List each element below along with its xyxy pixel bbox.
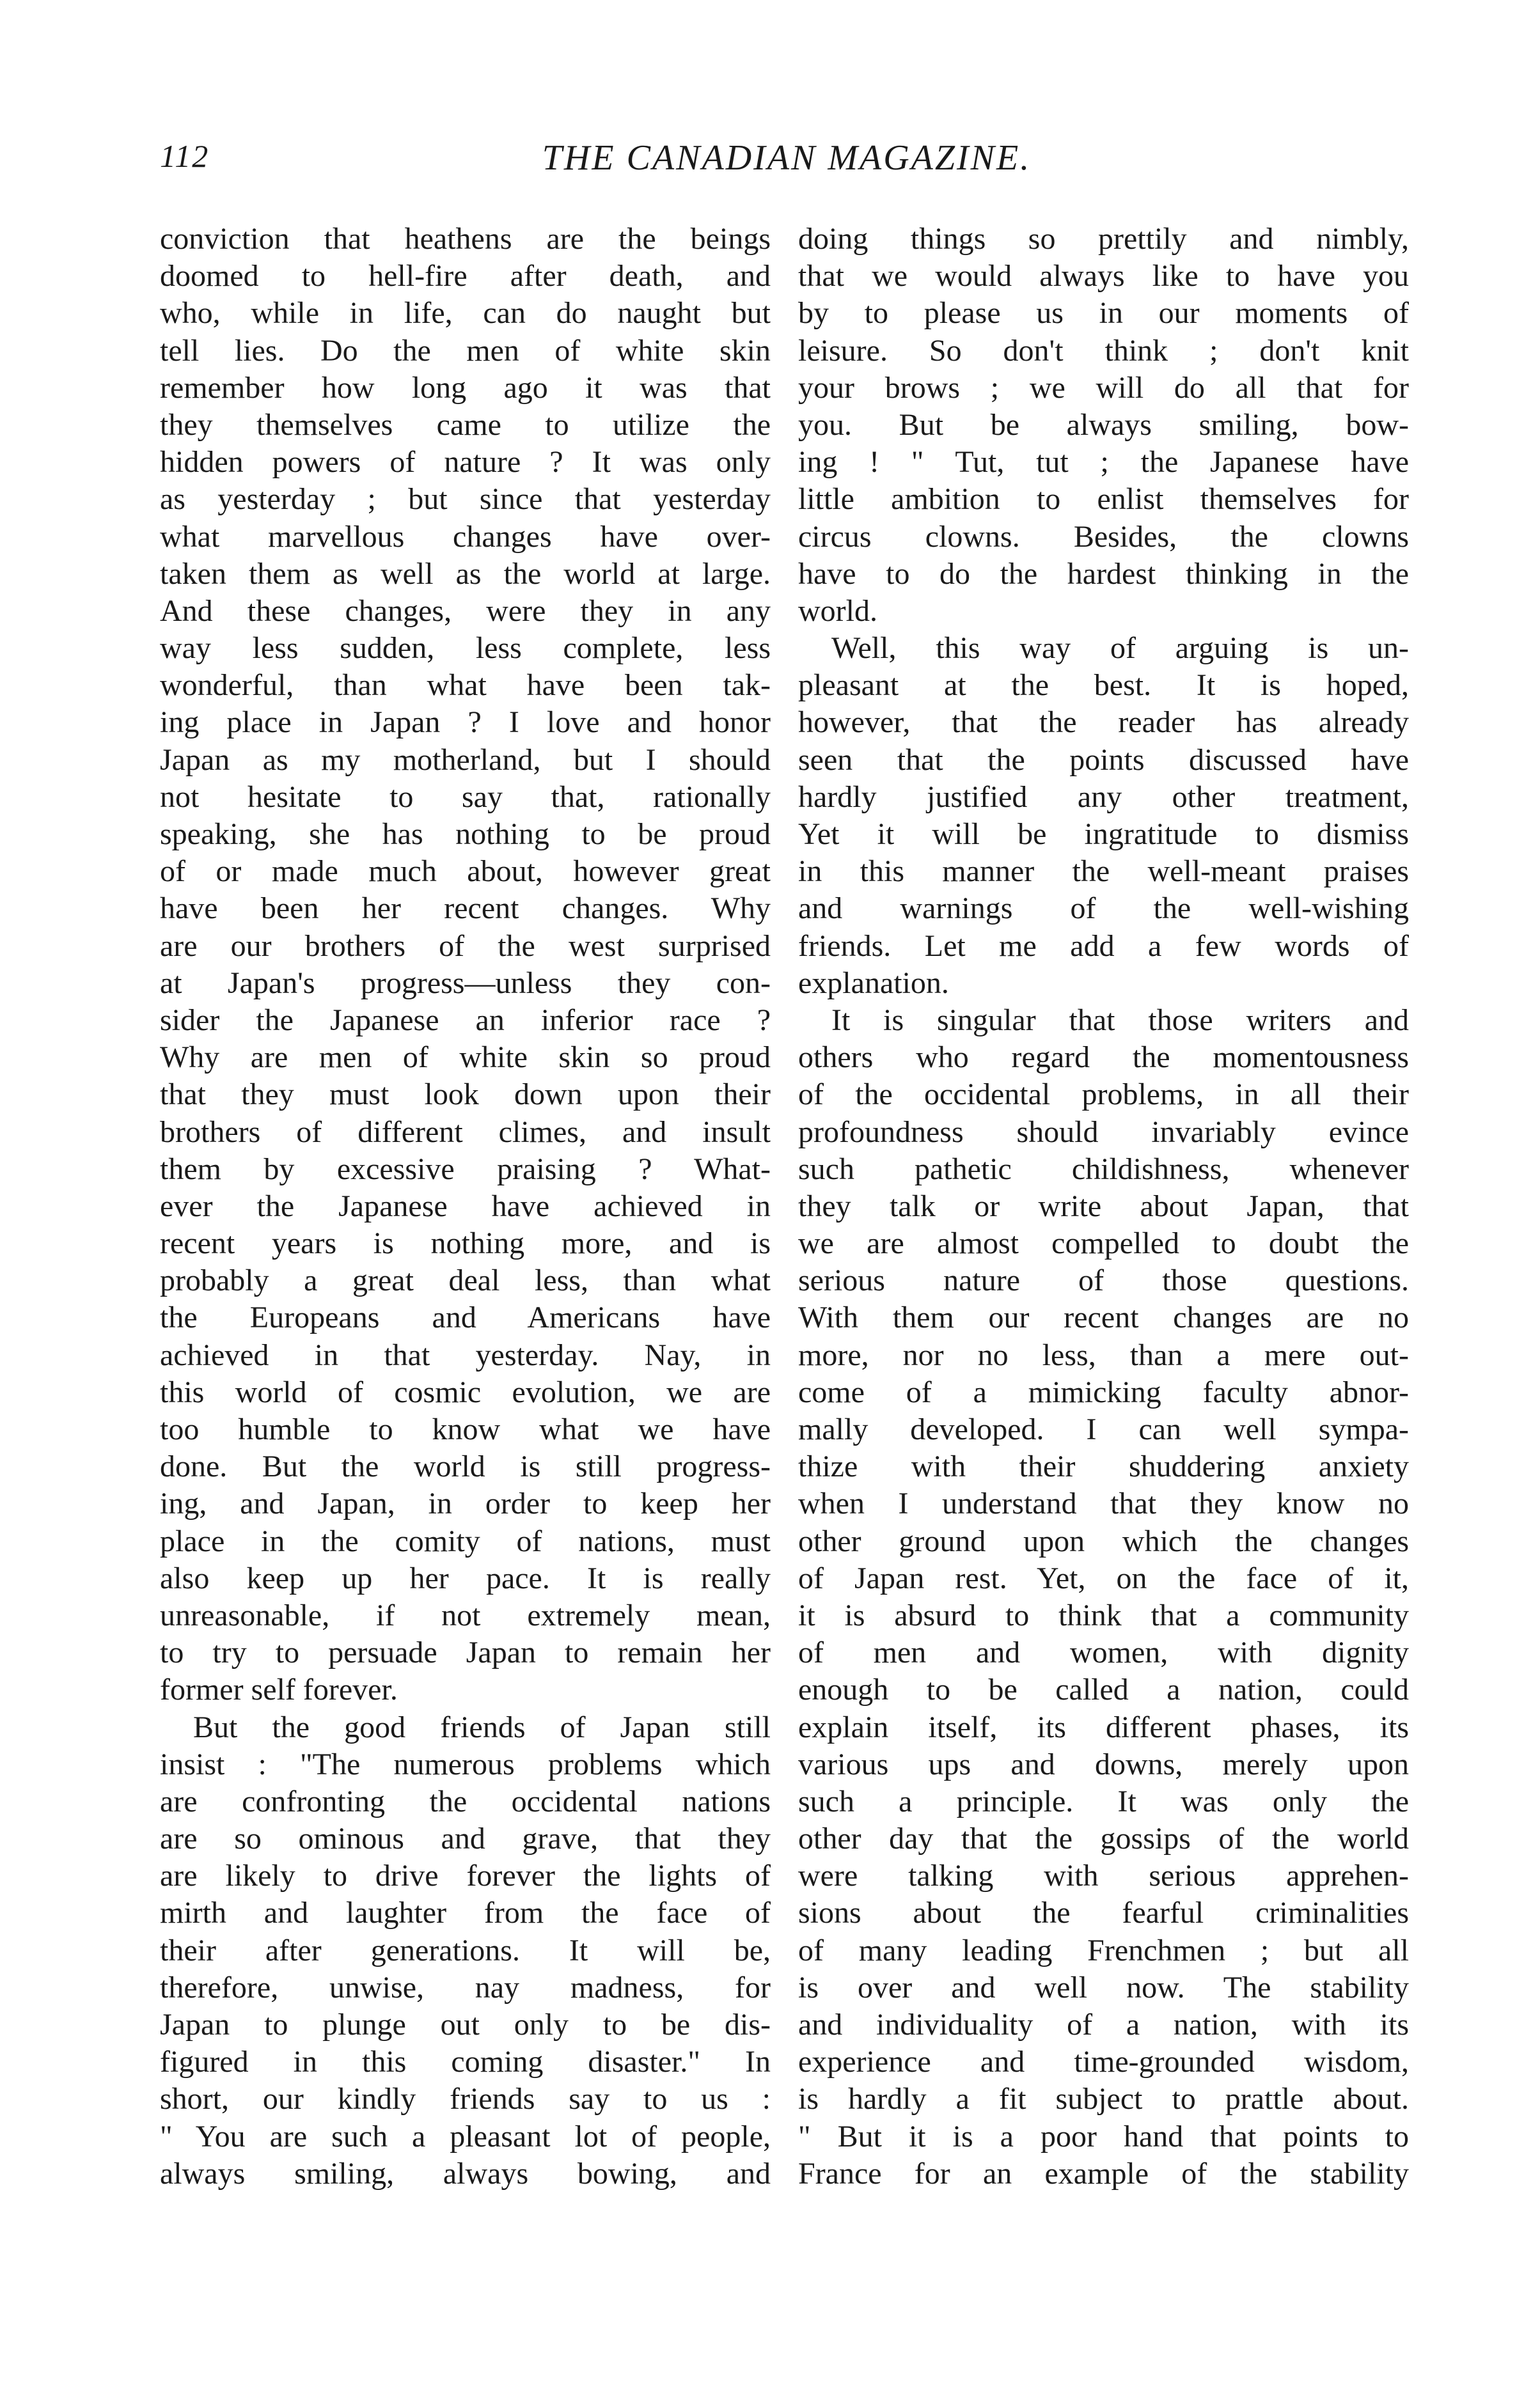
text-line: Japan as my motherland, but I should xyxy=(160,742,771,777)
text-line: probably a great deal less, than what xyxy=(160,1263,771,1298)
text-line: " You are such a pleasant lot of people, xyxy=(160,2119,771,2154)
text-line: that they must look down upon their xyxy=(160,1077,771,1112)
text-line: them by excessive praising ? What- xyxy=(160,1152,771,1186)
text-line: hidden powers of nature ? It was only xyxy=(160,445,771,480)
text-line: explanation. xyxy=(798,966,949,1000)
text-line: come of a mimicking faculty abnor- xyxy=(798,1375,1409,1409)
text-line: who, while in life, can do naught but xyxy=(160,296,771,331)
text-line: the Europeans and Americans have xyxy=(160,1301,771,1335)
text-line: taken them as well as the world at large. xyxy=(160,556,771,591)
text-line: were talking with serious apprehen- xyxy=(798,1859,1409,1893)
text-line: remember how long ago it was that xyxy=(160,370,771,405)
text-line: such a principle. It was only the xyxy=(798,1784,1409,1818)
text-line: however, that the reader has already xyxy=(798,705,1409,740)
text-line: various ups and downs, merely upon xyxy=(798,1747,1409,1781)
text-line: ing, and Japan, in order to keep her xyxy=(160,1487,771,1521)
right-column xyxy=(798,221,1409,2193)
text-line: France for an example of the stability xyxy=(798,2156,1409,2191)
text-line: at Japan's progress—unless they con- xyxy=(160,966,771,1000)
text-line: former self forever. xyxy=(160,1673,398,1707)
text-line: hardly justified any other treatment, xyxy=(798,779,1409,814)
text-line: of the occidental problems, in all their xyxy=(798,1077,1409,1112)
text-line: Japan to plunge out only to be dis- xyxy=(160,2008,771,2042)
text-line: are so ominous and grave, that they xyxy=(160,1822,771,1856)
text-line: circus clowns. Besides, the clowns xyxy=(798,519,1409,554)
text-line: leisure. So don't think ; don't knit xyxy=(798,333,1409,368)
text-line: also keep up her pace. It is really xyxy=(160,1561,771,1595)
text-line: doing things so prettily and nimbly, xyxy=(798,222,1409,256)
text-line: as yesterday ; but since that yesterday xyxy=(160,482,771,517)
text-line: other ground upon which the changes xyxy=(798,1524,1409,1558)
text-line: sions about the fearful criminalities xyxy=(798,1896,1409,1930)
text-line: they themselves came to utilize the xyxy=(160,407,771,442)
page-number: 112 xyxy=(160,138,210,174)
text-line: achieved in that yesterday. Nay, in xyxy=(160,1338,771,1372)
text-line: too humble to know what we have xyxy=(160,1412,771,1446)
text-line: doomed to hell-fire after death, and xyxy=(160,259,771,293)
text-line: ing ! " Tut, tut ; the Japanese have xyxy=(798,445,1409,480)
text-line: world. xyxy=(798,593,877,628)
text-line: of men and women, with dignity xyxy=(798,1636,1409,1670)
text-line: serious nature of those questions. xyxy=(798,1263,1409,1298)
text-line: mally developed. I can well sympa- xyxy=(798,1412,1409,1446)
text-line: brothers of different climes, and insult xyxy=(160,1114,771,1149)
text-line: It is singular that those writers and xyxy=(831,1003,1409,1037)
text-line: more, nor no less, than a mere out- xyxy=(798,1338,1409,1372)
text-line: therefore, unwise, nay madness, for xyxy=(160,1970,771,2005)
running-title: THE CANADIAN MAGAZINE. xyxy=(542,138,1032,178)
text-line: they talk or write about Japan, that xyxy=(798,1189,1409,1223)
text-line: this world of cosmic evolution, we are xyxy=(160,1375,771,1409)
text-line: not hesitate to say that, rationally xyxy=(160,779,771,814)
text-line: experience and time-grounded wisdom, xyxy=(798,2045,1409,2079)
text-line: that we would always like to have you xyxy=(798,259,1409,293)
text-line: is hardly a fit subject to prattle about. xyxy=(798,2082,1409,2116)
text-line: have to do the hardest thinking in the xyxy=(798,556,1409,591)
text-line: are our brothers of the west surprised xyxy=(160,928,771,963)
text-line: we are almost compelled to doubt the xyxy=(798,1226,1409,1261)
text-line: ever the Japanese have achieved in xyxy=(160,1189,771,1223)
text-line: what marvellous changes have over- xyxy=(160,519,771,554)
text-line: little ambition to enlist themselves for xyxy=(798,482,1409,517)
text-line: in this manner the well-meant praises xyxy=(798,854,1409,889)
text-line: " But it is a poor hand that points to xyxy=(798,2119,1409,2154)
left-column xyxy=(160,221,771,2193)
text-line: to try to persuade Japan to remain her xyxy=(160,1636,771,1670)
text-line: others who regard the momentousness xyxy=(798,1040,1409,1075)
text-line: of or made much about, however great xyxy=(160,854,771,889)
text-line: and warnings of the well-wishing xyxy=(798,891,1409,926)
text-line: Yet it will be ingratitude to dismiss xyxy=(798,817,1409,851)
text-line: their after generations. It will be, xyxy=(160,1933,771,1967)
text-line: you. But be always smiling, bow- xyxy=(798,407,1409,442)
text-line: And these changes, were they in any xyxy=(160,593,771,628)
text-line: your brows ; we will do all that for xyxy=(798,370,1409,405)
text-line: always smiling, always bowing, and xyxy=(160,2156,771,2191)
text-line: explain itself, its different phases, its xyxy=(798,1710,1409,1744)
text-line: insist : "The numerous problems which xyxy=(160,1747,771,1781)
text-line: mirth and laughter from the face of xyxy=(160,1896,771,1930)
text-line: figured in this coming disaster." In xyxy=(160,2045,771,2079)
text-line: when I understand that they know no xyxy=(798,1487,1409,1521)
text-line: Well, this way of arguing is un- xyxy=(831,631,1409,666)
text-line: With them our recent changes are no xyxy=(798,1301,1409,1335)
page-header xyxy=(160,137,1413,195)
text-line: have been her recent changes. Why xyxy=(160,891,771,926)
text-line: done. But the world is still progress- xyxy=(160,1450,771,1484)
text-line: sider the Japanese an inferior race ? xyxy=(160,1003,771,1037)
text-line: place in the comity of nations, must xyxy=(160,1524,771,1558)
text-line: pleasant at the best. It is hoped, xyxy=(798,668,1409,703)
text-line: ing place in Japan ? I love and honor xyxy=(160,705,771,740)
text-line: are likely to drive forever the lights of xyxy=(160,1859,771,1893)
text-line: conviction that heathens are the beings xyxy=(160,222,771,256)
text-line: friends. Let me add a few words of xyxy=(798,928,1409,963)
text-line: is over and well now. The stability xyxy=(798,1970,1409,2005)
text-line: and individuality of a nation, with its xyxy=(798,2008,1409,2042)
text-line: wonderful, than what have been tak- xyxy=(160,668,771,703)
text-line: unreasonable, if not extremely mean, xyxy=(160,1598,771,1632)
text-line: Why are men of white skin so proud xyxy=(160,1040,771,1075)
text-line: short, our kindly friends say to us : xyxy=(160,2082,771,2116)
text-line: enough to be called a nation, could xyxy=(798,1673,1409,1707)
text-line: tell lies. Do the men of white skin xyxy=(160,333,771,368)
text-line: by to please us in our moments of xyxy=(798,296,1409,331)
text-line: other day that the gossips of the world xyxy=(798,1822,1409,1856)
text-line: But the good friends of Japan still xyxy=(193,1710,771,1744)
text-line: such pathetic childishness, whenever xyxy=(798,1152,1409,1186)
text-line: seen that the points discussed have xyxy=(798,742,1409,777)
text-line: profoundness should invariably evince xyxy=(798,1114,1409,1149)
text-line: speaking, she has nothing to be proud xyxy=(160,817,771,851)
text-line: it is absurd to think that a community xyxy=(798,1598,1409,1632)
text-line: of many leading Frenchmen ; but all xyxy=(798,1933,1409,1967)
text-line: way less sudden, less complete, less xyxy=(160,631,771,666)
text-line: recent years is nothing more, and is xyxy=(160,1226,771,1261)
text-line: thize with their shuddering anxiety xyxy=(798,1450,1409,1484)
text-line: of Japan rest. Yet, on the face of it, xyxy=(798,1561,1409,1595)
text-line: are confronting the occidental nations xyxy=(160,1784,771,1818)
